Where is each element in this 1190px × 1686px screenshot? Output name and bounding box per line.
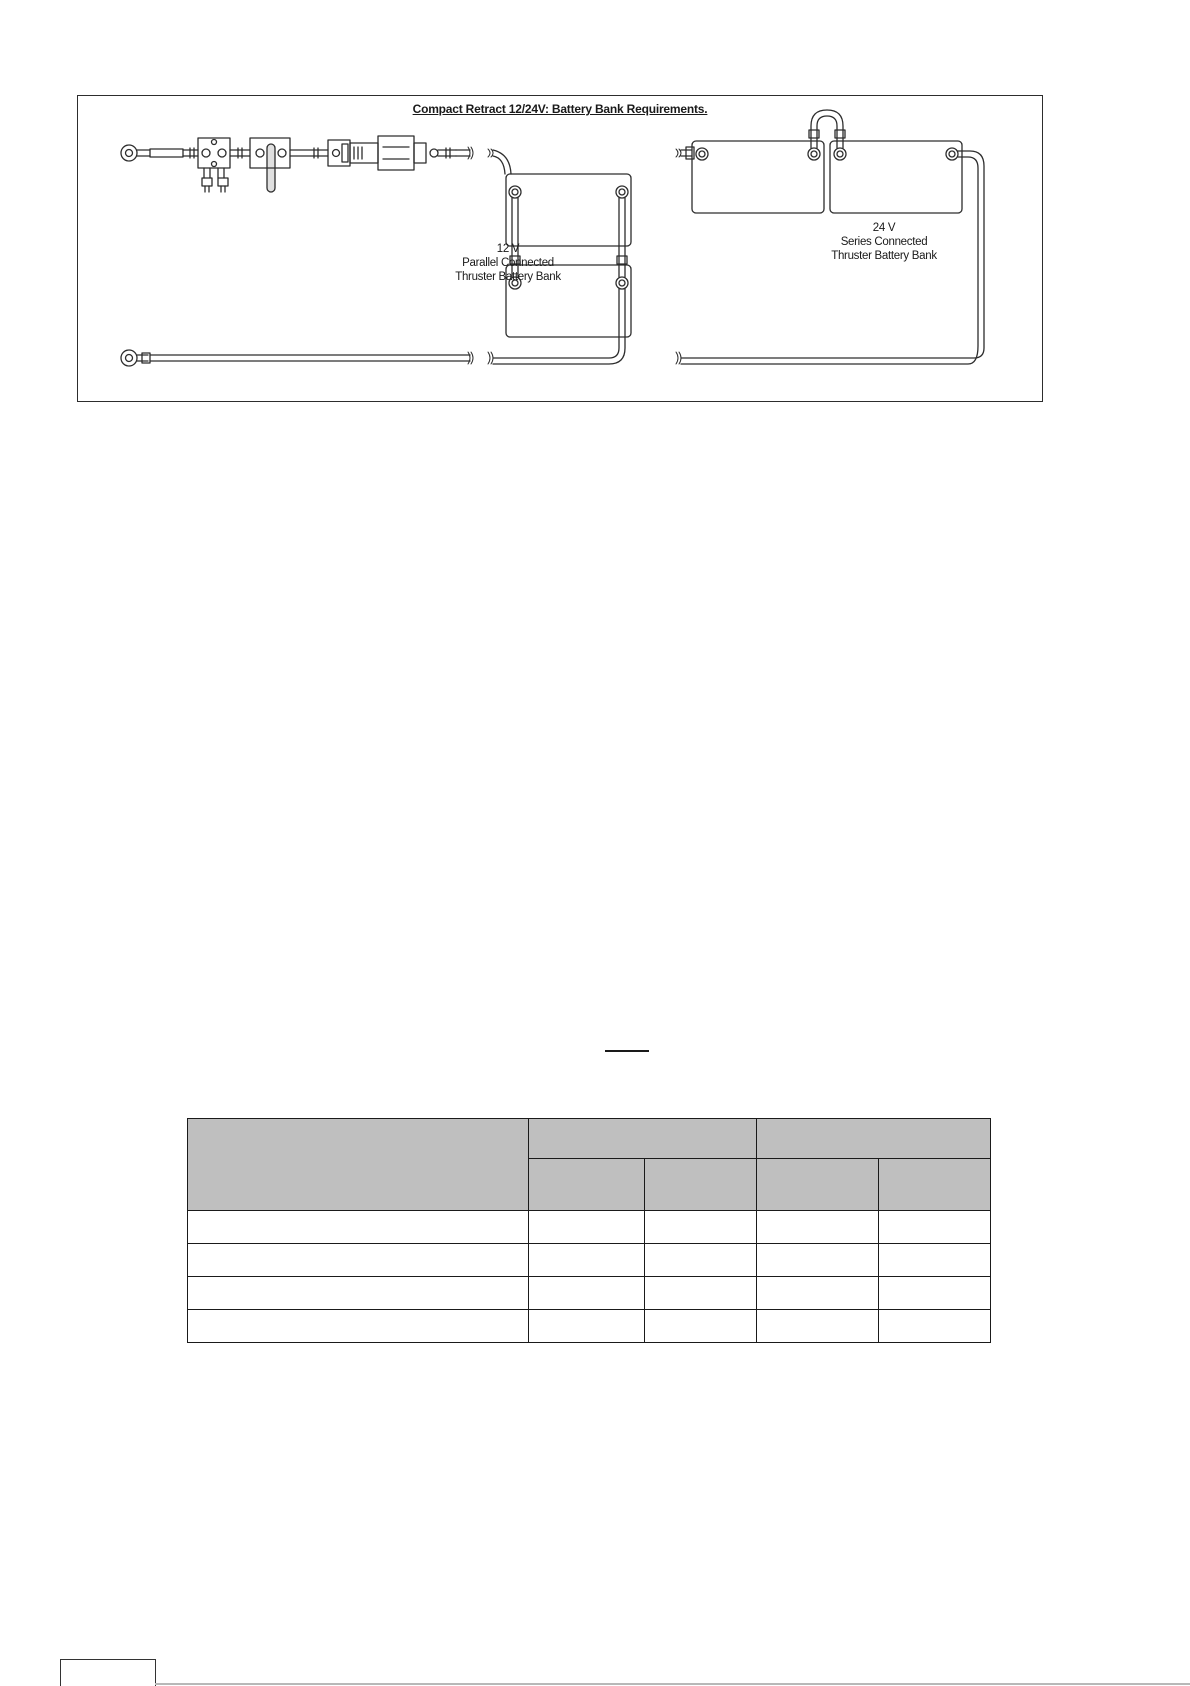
negative-cable-left — [121, 350, 473, 366]
positive-cable-left — [121, 145, 198, 161]
table-header-corner — [188, 1119, 529, 1211]
bank-12v-line2: Thruster Battery Bank — [455, 271, 561, 283]
table-subheader — [757, 1159, 879, 1211]
table-cell — [645, 1277, 757, 1310]
table-cell — [645, 1310, 757, 1343]
table-cell — [645, 1211, 757, 1244]
footer-rule — [155, 1683, 1190, 1685]
bank-12v-line1: Parallel Connected — [462, 257, 554, 269]
table-row — [188, 1277, 991, 1310]
table-row — [188, 1310, 991, 1343]
main-switch — [250, 138, 290, 192]
table-cell — [757, 1277, 879, 1310]
footer-page-tab — [60, 1659, 156, 1686]
table-cell — [757, 1244, 879, 1277]
ring-terminal-top — [121, 145, 137, 161]
battery-isolator — [198, 138, 230, 192]
table-cell — [879, 1244, 991, 1277]
table-cell — [879, 1277, 991, 1310]
bank-24v-line2: Thruster Battery Bank — [831, 250, 937, 262]
bank-24v-voltage: 24 V — [872, 222, 896, 234]
table-subheader — [645, 1159, 757, 1211]
wiring-diagram — [77, 95, 1043, 402]
fuse-holder — [328, 136, 456, 170]
note-underline — [605, 1050, 649, 1052]
spec-table — [187, 1118, 991, 1343]
table-row — [188, 1244, 991, 1277]
table-cell — [188, 1244, 529, 1277]
bank-24v-line1: Series Connected — [840, 236, 928, 248]
table-subheader — [529, 1159, 645, 1211]
table-cell — [188, 1211, 529, 1244]
bank-12v-voltage: 12 V — [496, 243, 520, 255]
bank-label-12v — [408, 242, 608, 284]
table-cell — [879, 1211, 991, 1244]
table-cell — [188, 1277, 529, 1310]
table-cell — [529, 1277, 645, 1310]
table-cell — [529, 1211, 645, 1244]
table-cell — [529, 1244, 645, 1277]
table-cell — [757, 1211, 879, 1244]
table-row — [188, 1211, 991, 1244]
table-cell — [188, 1310, 529, 1343]
table-subheader — [879, 1159, 991, 1211]
table-header-row — [188, 1119, 991, 1159]
ring-terminal-bottom — [121, 350, 137, 366]
diagram-title: Compact Retract 12/24V: Battery Bank Requirements. — [412, 102, 708, 116]
table-cell — [529, 1310, 645, 1343]
table-header-group — [529, 1119, 757, 1159]
table-cell — [879, 1310, 991, 1343]
table-cell — [645, 1244, 757, 1277]
table-cell — [757, 1310, 879, 1343]
table-header-group — [757, 1119, 991, 1159]
bank-label-24v — [784, 221, 984, 263]
